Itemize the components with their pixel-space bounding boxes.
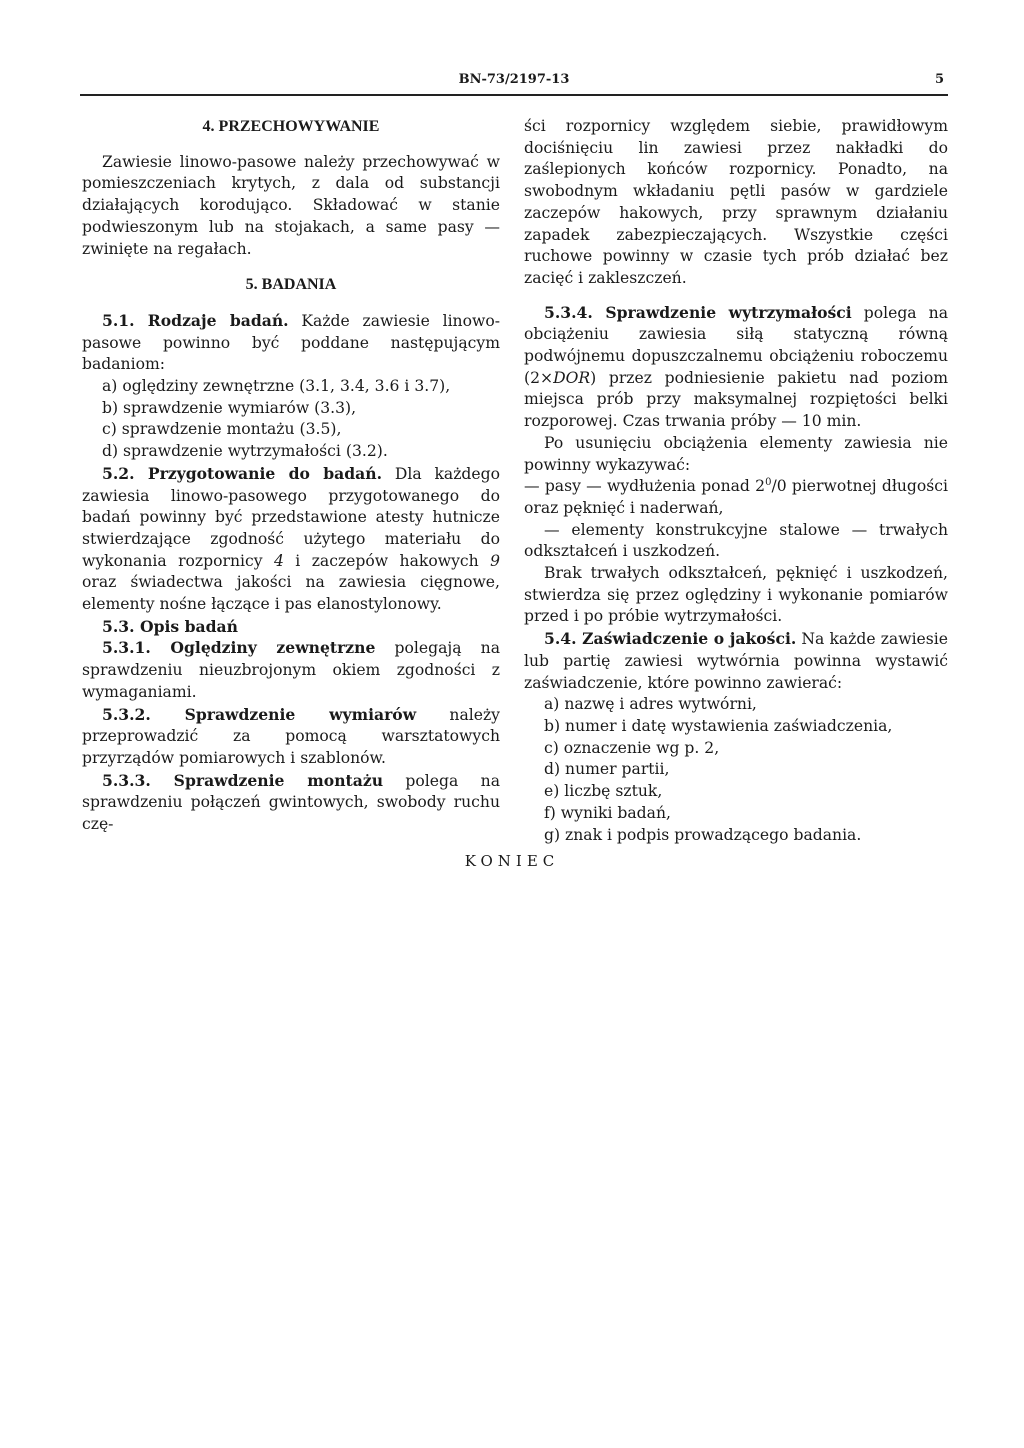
section-5-3-4-text-b: ) przez podniesienie pakietu nad poziom miejsca prób przy maksymalnej rozpiętości belki rozporowej. Czas trwania próby — 10 min. xyxy=(524,368,948,431)
right-column xyxy=(524,116,948,846)
section-5-1-paragraph xyxy=(82,310,500,376)
list-item: f) wyniki badań, xyxy=(544,803,671,822)
list-item: d) numer partii, xyxy=(544,760,670,779)
list-item: g) znak i podpis prowadzącego badania. xyxy=(544,825,862,844)
dor-symbol: DOR xyxy=(553,368,591,387)
list-item: c) sprawdzenie montażu (3.5), xyxy=(102,420,342,439)
standard-code: BN-73/2197-13 xyxy=(458,72,570,87)
left-column xyxy=(82,116,500,836)
section-5-3-4-heading: 5.3.4. Sprawdzenie wytrzymałości xyxy=(544,302,852,322)
part-reference-9: 9 xyxy=(490,551,500,570)
section-5-3-2-paragraph xyxy=(82,704,500,770)
section-5-3-3-text: polega na sprawdzeniu połączeń gwintowych, swobody ruchu czę- xyxy=(82,771,501,834)
list-item: d) sprawdzenie wytrzymałości (3.2). xyxy=(102,442,388,461)
section-5-3-1-text: polegają na sprawdzeniu nieuzbrojonym okiem zgodności z wymaganiami. xyxy=(82,639,500,701)
section-4-text: Zawiesie linowo-pasowe należy przechowywać w pomieszczeniach krytych, z dala od substancji działających korodująco. Składować w stanie podwieszonym lub na stojakach, a same pasy — zwinięte na regałach. xyxy=(82,152,500,258)
part-reference-4: 4 xyxy=(273,551,284,570)
dash-item-pasy-a: — pasy — wydłużenia ponad 2 xyxy=(524,477,766,496)
list-item: c) oznaczenie wg p. 2, xyxy=(544,738,720,757)
dash-item-pasy-b: /0 pierwotnej długości oraz pęknięć i naderwań, xyxy=(524,477,949,517)
section-5-3-1-paragraph xyxy=(82,637,500,703)
list-item: e) liczbę sztuk, xyxy=(544,782,663,801)
section-5-1-text: Każde zawiesie linowo-pasowe powinno być poddane następującym badaniom: xyxy=(82,311,500,374)
section-5-2-text-b: i zaczepów hakowych xyxy=(283,551,491,570)
section-5-title: 5. BADANIA xyxy=(245,276,337,294)
section-5-3-1-heading: 5.3.1. Oględziny zewnętrzne xyxy=(102,638,376,658)
section-5-2-text-c: oraz świadectwa jakości na zawiesia cięgnowe, elementy nośne łączące i pas elanostylonowy. xyxy=(82,573,500,614)
brak-paragraph: Brak trwałych odkształceń, pęknięć i uszkodzeń, stwierdza się przez oględziny i wykonanie pomiarów przed i po próbie wytrzymałości. xyxy=(524,564,948,626)
section-5-4-text: Na każde zawiesie lub partię zawiesi wytwórnia powinna wystawić zaświadczenie, które powinno zawierać: xyxy=(524,630,948,692)
dash-item-pasy xyxy=(524,476,948,519)
section-5-3-heading: 5.3. Opis badań xyxy=(102,616,238,636)
page-header xyxy=(80,72,948,96)
section-5-3-2-text: należy przeprowadzić za pomocą warsztatowych przyrządów pomiarowych i szablonów. xyxy=(82,705,500,767)
list-item: a) oględziny zewnętrzne (3.1, 3.4, 3.6 i 3.7), xyxy=(102,377,451,396)
dash-item-elementy: — elementy konstrukcyjne stalowe — trwałych odkształceń i uszkodzeń. xyxy=(524,520,948,561)
page-number: 5 xyxy=(934,72,944,87)
section-5-2-heading: 5.2. Przygotowanie do badań. xyxy=(102,463,383,483)
end-marker: KONIEC xyxy=(464,852,560,870)
section-4-title: 4. PRZECHOWYWANIE xyxy=(202,118,380,135)
section-5-1-heading: 5.1. Rodzaje badań. xyxy=(102,310,289,330)
section-5-4-paragraph xyxy=(524,628,948,694)
continued-text: ści rozpornicy względem siebie, prawidłowym dociśnięciu lin zawiesi przez nakładki do zaślepionych końców rozpornicy. Ponadto, na swobodnym wkładaniu pętli pasów w gardziele zaczepów hakowych, przy sprawnym działaniu zapadek zabezpieczających. Wszystkie części ruchowe powinny w czasie tych prób działać bez zacięć i zakleszczeń. xyxy=(524,117,948,287)
section-5-4-heading: 5.4. Zaświadczenie o jakości. xyxy=(544,629,797,649)
section-5-2-paragraph xyxy=(82,463,500,616)
section-5-3-2-heading: 5.3.2. Sprawdzenie wymiarów xyxy=(102,704,417,724)
list-item: a) nazwę i adres wytwórni, xyxy=(544,695,757,714)
after-load-text: Po usunięciu obciążenia elementy zawiesia nie powinny wykazywać: xyxy=(524,433,948,474)
section-5-2-text-a: Dla każdego zawiesia linowo-pasowego przygotowanego do badań powinny być przedstawione atesty hutnicze stwierdzające zgodność użytego materiału do wykonania rozpornicy xyxy=(82,464,500,570)
percent-sup: 0 xyxy=(765,477,772,489)
section-5-3-4-paragraph xyxy=(524,302,948,433)
section-5-3-3-paragraph xyxy=(82,770,500,836)
section-5-3-4-text-a: polega na obciążeniu zawiesia siłą statyczną równą podwójnemu dopuszczalnemu obciążeniu roboczemu (2× xyxy=(524,303,948,387)
list-item: b) numer i datę wystawienia zaświadczenia, xyxy=(544,716,893,735)
list-item: b) sprawdzenie wymiarów (3.3), xyxy=(102,398,357,417)
section-5-3-3-heading: 5.3.3. Sprawdzenie montażu xyxy=(102,770,384,790)
